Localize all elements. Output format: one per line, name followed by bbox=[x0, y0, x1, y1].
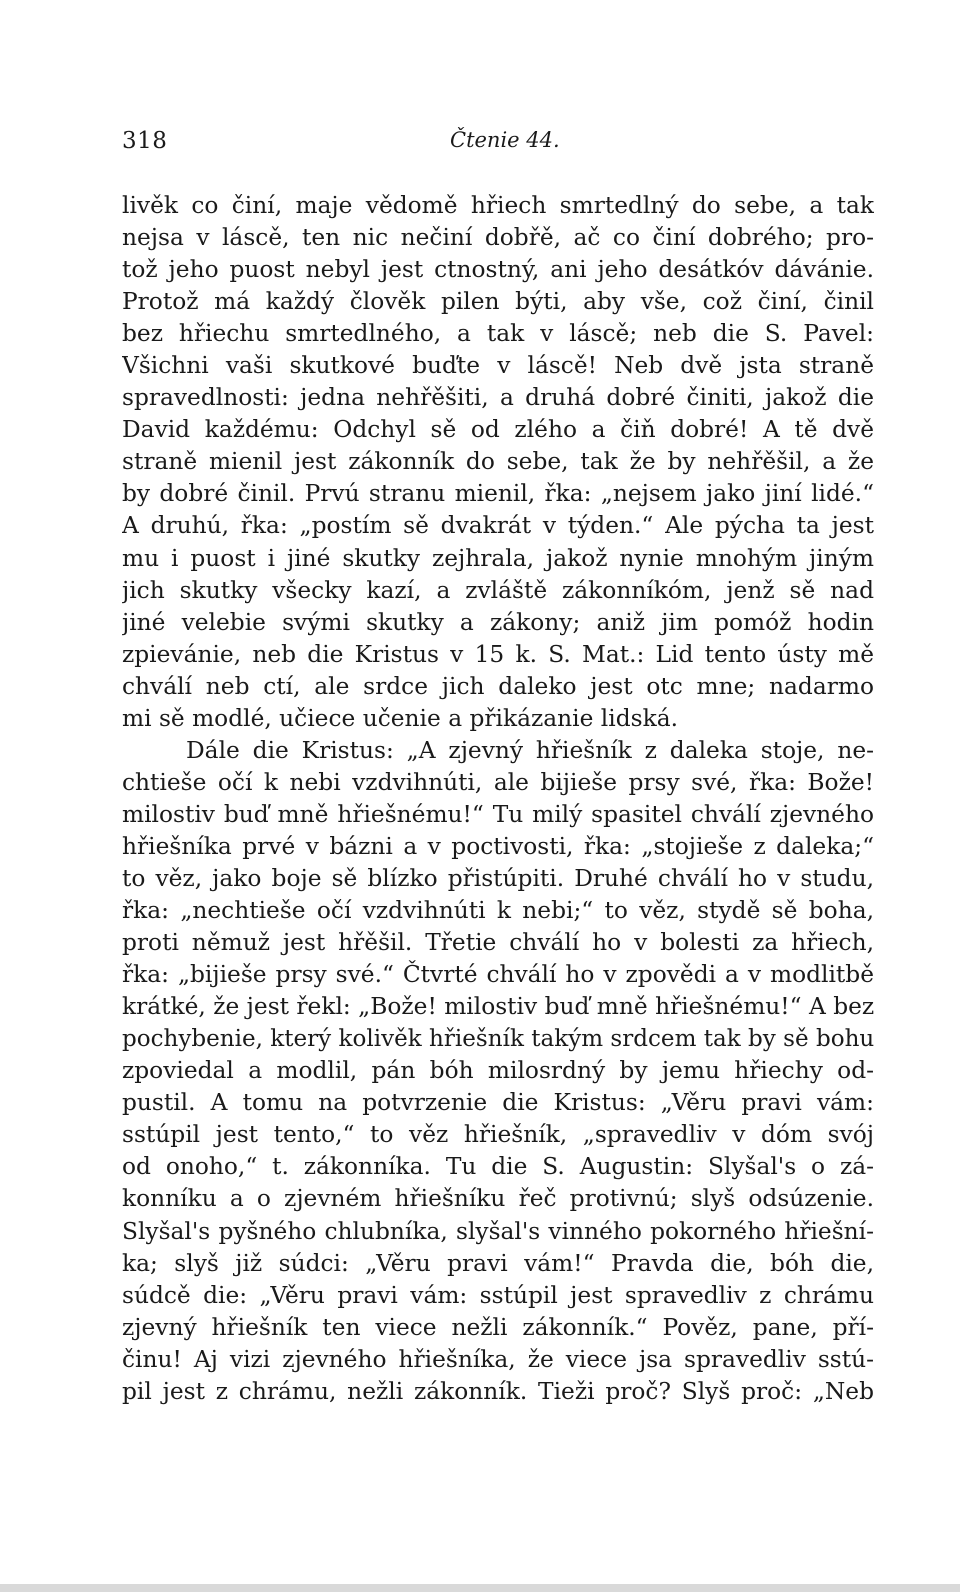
text-line: A druhú, řka: „postím sě dvakrát v týden.“ Ale pýcha ta jest bbox=[122, 512, 874, 540]
text-line: milostiv buď mně hřiešnému!“ Tu milý spasitel chválí zjevného bbox=[122, 800, 874, 828]
text-line: spravedlnosti: jedna nehřěšiti, a druhá dobré činiti, jakož die bbox=[122, 384, 874, 412]
text-line: straně mienil jest zákonník do sebe, tak že by nehřěšil, a že bbox=[122, 448, 874, 476]
text-line: súdcě die: „Věru pravi vám: sstúpil jest spravedliv z chrámu bbox=[122, 1281, 874, 1309]
text-line: livěk co činí, maje vědomě hřiech smrtedlný do sebe, a tak bbox=[122, 192, 874, 219]
text-line: jiné velebie svými skutky a zákony; aniž jim pomóž hodin bbox=[122, 608, 874, 636]
text-line: činu! Aj vizi zjevného hřiešníka, že viece jsa spravedliv sstú- bbox=[122, 1345, 874, 1373]
text-line: proti němuž jest hřěšil. Třetie chválí ho v bolesti za hřiech, bbox=[122, 929, 874, 957]
text-line: David každému: Odchyl sě od zlého a čiň dobré! A tě dvě bbox=[122, 416, 874, 444]
text-line: krátké, že jest řekl: „Bože! milostiv buď mně hřiešnému!“ A bez bbox=[122, 993, 874, 1021]
text-line: řka: „bijieše prsy své.“ Čtvrté chválí ho v zpovědi a v modlitbě bbox=[122, 961, 874, 989]
text-line: Protož má každý člověk pilen býti, aby vše, což činí, činil bbox=[122, 288, 874, 316]
scan-edge bbox=[0, 1584, 960, 1592]
text-line: to věz, jako boje sě blízko přistúpiti. Druhé chválí ho v studu, bbox=[122, 864, 874, 892]
text-line: jich skutky všecky kazí, a zvláště zákonníkóm, jenž sě nad bbox=[122, 576, 874, 604]
text-line: pil jest z chrámu, nežli zákonník. Tieži proč? Slyš proč: „Neb bbox=[122, 1377, 874, 1405]
text-line: hřiešníka prvé v bázni a v poctivosti, řka: „stojieše z daleka;“ bbox=[122, 832, 874, 860]
text-line: zpoviedal a modlil, pán bóh milosrdný by jemu hřiechy od- bbox=[122, 1057, 874, 1085]
text-line: ka; slyš již súdci: „Věru pravi vám!“ Pravda die, bóh die, bbox=[122, 1249, 874, 1277]
page-header bbox=[122, 128, 874, 162]
page-number: 318 bbox=[122, 128, 168, 154]
running-title: Čtenie 44. bbox=[450, 128, 560, 152]
text-line: zpievánie, neb die Kristus v 15 k. S. Mat.: Lid tento ústy mě bbox=[122, 640, 874, 668]
text-line: mu i puost i jiné skutky zejhrala, jakož nynie mnohým jiným bbox=[122, 544, 874, 572]
text-line: sstúpil jest tento,“ to věz hřiešník, „spravedliv v dóm svój bbox=[122, 1121, 874, 1149]
text-line: zjevný hřiešník ten viece nežli zákonník.“ Pověz, pane, pří- bbox=[122, 1313, 874, 1341]
text-line: Dále die Kristus: „A zjevný hřiešník z daleka stoje, ne- bbox=[186, 736, 874, 764]
text-line: pustil. A tomu na potvrzenie die Kristus: „Věru pravi vám: bbox=[122, 1089, 874, 1117]
text-line: nejsa v láscě, ten nic nečiní dobřě, ač co činí dobrého; pro- bbox=[122, 224, 874, 252]
body-text bbox=[122, 190, 874, 1408]
text-line: od onoho,“ t. zákonníka. Tu die S. Augustin: Slyšal's o zá- bbox=[122, 1153, 874, 1181]
text-line: Všichni vaši skutkové buďte v láscě! Neb dvě jsta straně bbox=[122, 352, 874, 380]
text-line: konníku a o zjevném hřiešníku řeč protivnú; slyš odsúzenie. bbox=[122, 1185, 874, 1213]
text-line: řka: „nechtieše očí vzdvihnúti k nebi;“ to věz, stydě sě boha, bbox=[122, 897, 874, 925]
text-line: chtieše očí k nebi vzdvihnúti, ale bijieše prsy své, řka: Bože! bbox=[122, 768, 874, 796]
text-line: bez hřiechu smrtedlného, a tak v láscě; neb die S. Pavel: bbox=[122, 320, 874, 348]
text-line: tož jeho puost nebyl jest ctnostný, ani jeho desátkóv dávánie. bbox=[122, 256, 874, 284]
text-line: by dobré činil. Prvú stranu mienil, řka: „nejsem jako jiní lidé.“ bbox=[122, 480, 874, 508]
text-line: chválí neb ctí, ale srdce jich daleko jest otc mne; nadarmo bbox=[122, 672, 874, 700]
text-line: pochybenie, který kolivěk hřiešník takým srdcem tak by sě bohu bbox=[122, 1026, 874, 1053]
text-line: Slyšal's pyšného chlubníka, slyšal's vinného pokorného hřiešní- bbox=[122, 1217, 874, 1245]
text-line: mi sě modlé, učiece učenie a přikázanie lidská. bbox=[122, 704, 678, 732]
